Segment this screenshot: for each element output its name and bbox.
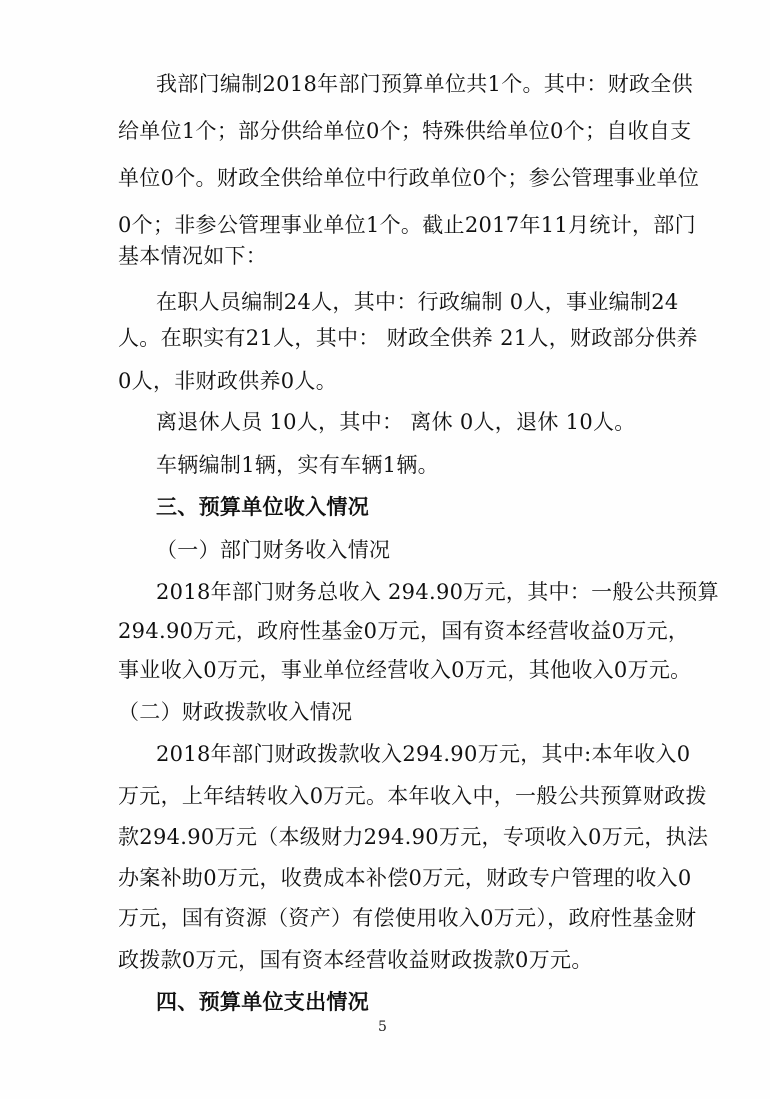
paragraph-line: 在职人员编制24人，其中：行政编制 0人，事业编制24: [156, 290, 679, 314]
paragraph-line: 万元，上年结转收入0万元。本年收入中，一般公共预算财政拨: [118, 784, 707, 808]
subsection-heading: （二）财政拨款收入情况: [118, 700, 353, 724]
paragraph-line: 事业收入0万元，事业单位经营收入0万元，其他收入0万元。: [118, 658, 692, 682]
paragraph-line: 人。在职实有21人，其中： 财政全供养 21人，财政部分供养: [118, 326, 698, 350]
page-number: 5: [378, 1019, 387, 1035]
paragraph-line: 2018年部门财务总收入 294.90万元，其中：一般公共预算: [156, 580, 719, 604]
paragraph-line: 车辆编制1辆，实有车辆1辆。: [156, 453, 439, 477]
paragraph-line: 2018年部门财政拨款收入294.90万元，其中:本年收入0: [156, 742, 691, 766]
paragraph-line: 0人，非财政供养0人。: [118, 369, 338, 393]
paragraph-line: 款294.90万元（本级财力294.90万元，专项收入0万元，执法: [118, 825, 709, 849]
paragraph-line: 294.90万元，政府性基金0万元，国有资本经营收益0万元，: [118, 619, 690, 643]
section-heading: 四、预算单位支出情况: [156, 989, 369, 1014]
paragraph-line: 万元，国有资源（资产）有偿使用收入0万元），政府性基金财: [118, 906, 697, 930]
paragraph-line: 给单位1个；部分供给单位0个；特殊供给单位0个；自收自支: [118, 119, 692, 143]
paragraph-line: 0个；非参公管理事业单位1个。截止2017年11月统计，部门: [118, 213, 696, 237]
section-heading: 三、预算单位收入情况: [156, 494, 369, 519]
paragraph-line: 我部门编制2018年部门预算单位共1个。其中：财政全供: [156, 72, 693, 96]
paragraph-line: 办案补助0万元，收费成本补偿0万元，财政专户管理的收入0: [118, 866, 692, 890]
paragraph-line: 政拨款0万元，国有资本经营收益财政拨款0万元。: [118, 948, 593, 972]
subsection-heading: （一）部门财务收入情况: [156, 538, 391, 562]
paragraph-line: 离退休人员 10人，其中： 离休 0人，退休 10人。: [156, 410, 636, 434]
paragraph-line: 基本情况如下：: [118, 244, 268, 268]
paragraph-line: 单位0个。财政全供给单位中行政单位0个；参公管理事业单位: [118, 166, 700, 190]
